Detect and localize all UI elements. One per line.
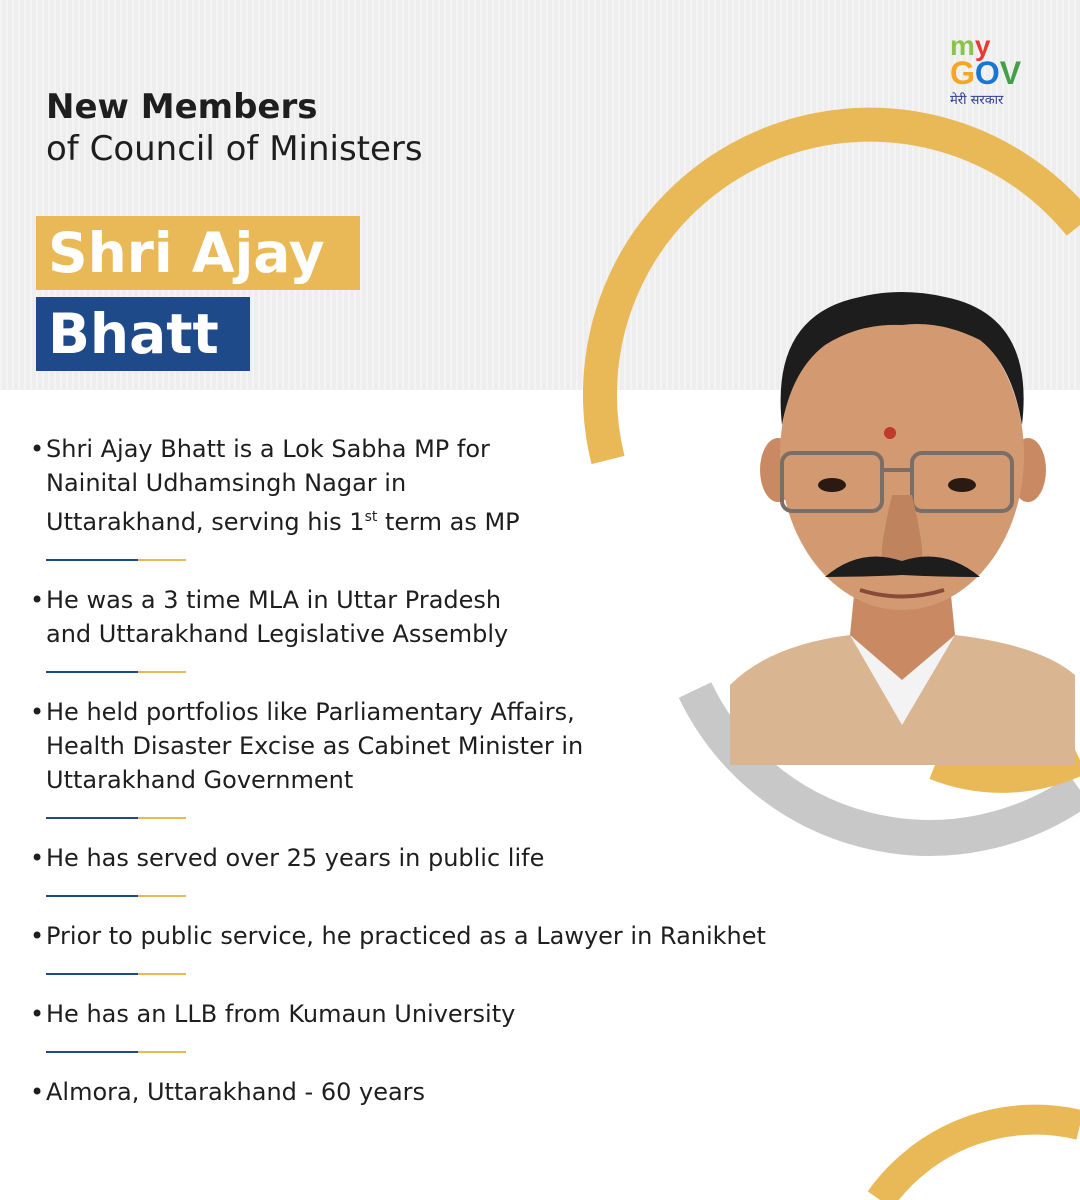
facts-list [30, 432, 890, 1109]
bullet-icon: • [30, 844, 45, 872]
bullet-icon: • [30, 1000, 45, 1028]
fact-line: Prior to public service, he practiced as a Lawyer in Ranikhet [46, 922, 766, 950]
heading-line-1: New Members [46, 87, 318, 127]
fact-item [30, 1075, 890, 1109]
fact-line: Shri Ajay Bhatt is a Lok Sabha MP for [46, 435, 490, 463]
name-line-1: Shri Ajay [36, 216, 360, 290]
mygov-logo [950, 30, 1060, 108]
bullet-icon: • [30, 1078, 45, 1106]
name-line-2: Bhatt [36, 297, 250, 371]
fact-item [30, 583, 890, 651]
logo-gov-text: GOV [950, 55, 1022, 91]
fact-line: He has served over 25 years in public life [46, 844, 545, 872]
logo-tagline: मेरी सरकार [950, 93, 1004, 108]
bullet-icon: • [30, 698, 45, 726]
heading-line-2: of Council of Ministers [46, 129, 423, 169]
fact-item [30, 841, 890, 875]
bullet-icon: • [30, 922, 45, 950]
page-heading [46, 86, 423, 170]
fact-line: Nainital Udhamsingh Nagar in [46, 469, 407, 497]
fact-item [30, 695, 890, 797]
bullet-icon: • [30, 586, 45, 614]
fact-line: Uttarakhand, serving his 1st term as MP [46, 508, 520, 536]
bullet-icon: • [30, 435, 45, 463]
fact-item [30, 432, 890, 539]
gold-arc-corner [880, 1120, 1080, 1200]
fact-line: Uttarakhand Government [46, 766, 354, 794]
logo-my-text: my [950, 30, 991, 61]
fact-item [30, 997, 890, 1031]
fact-line: Health Disaster Excise as Cabinet Minister in [46, 732, 584, 760]
fact-line: He has an LLB from Kumaun University [46, 1000, 516, 1028]
fact-line: and Uttarakhand Legislative Assembly [46, 620, 509, 648]
fact-line: He held portfolios like Parliamentary Affairs, [46, 698, 575, 726]
fact-item [30, 919, 890, 953]
right-eye [948, 478, 976, 492]
fact-line: Almora, Uttarakhand - 60 years [46, 1078, 426, 1106]
fact-line: He was a 3 time MLA in Uttar Pradesh [46, 586, 502, 614]
